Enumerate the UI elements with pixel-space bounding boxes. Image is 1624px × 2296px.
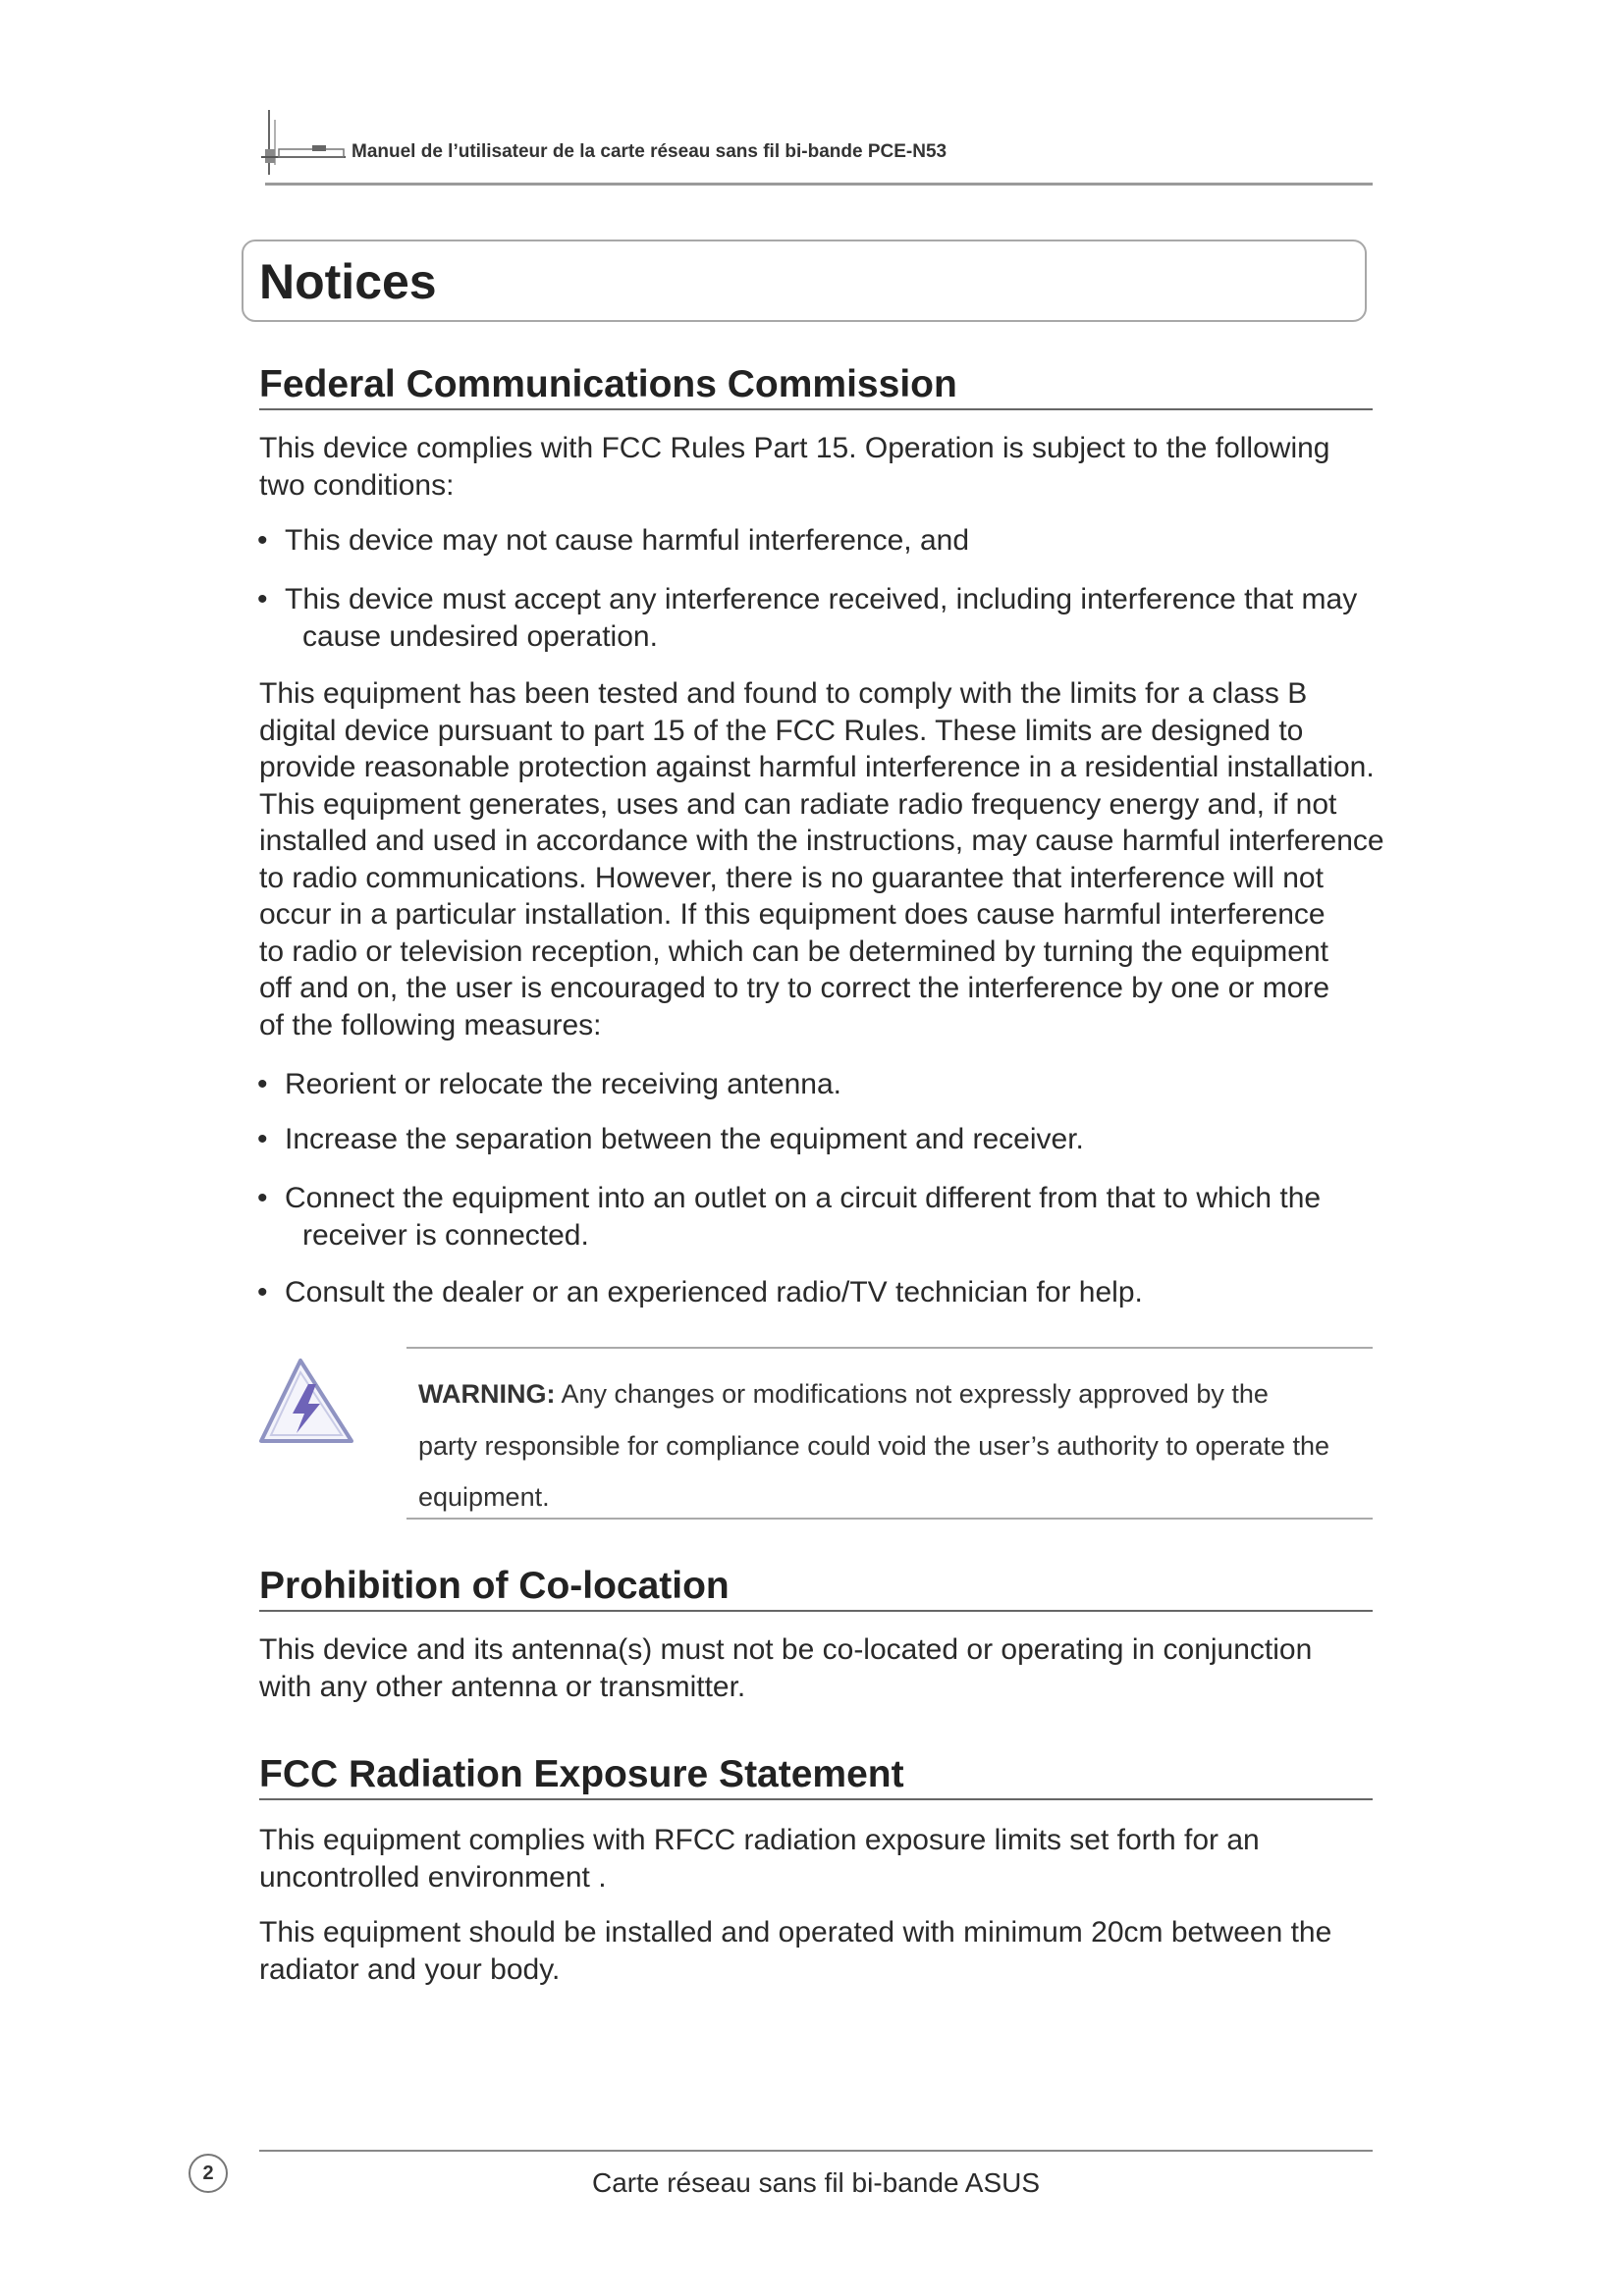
page-title: Notices	[259, 254, 437, 309]
text-line: This equipment should be installed and operated with minimum 20cm between the	[259, 1916, 1332, 1949]
warning-text	[418, 1368, 1331, 1523]
section-divider	[259, 408, 1373, 410]
list-item	[257, 522, 1396, 560]
section-title: FCC Radiation Exposure Statement	[259, 1753, 904, 1795]
text-line: digital device pursuant to part 15 of the FCC Rules. These limits are designed to	[259, 714, 1304, 747]
bullet-icon: •	[257, 1182, 268, 1214]
text-line: This device complies with FCC Rules Part 15. Operation is subject to the following	[259, 432, 1330, 464]
list-item-text: cause undesired operation.	[302, 619, 658, 653]
warning-label: WARNING:	[418, 1379, 556, 1409]
text-line: This device and its antenna(s) must not be co-located or operating in conjunction	[259, 1633, 1313, 1666]
section-divider	[259, 1610, 1373, 1612]
list-item-text: Increase the separation between the equipment and receiver.	[285, 1123, 1084, 1155]
section-title: Federal Communications Commission	[259, 363, 957, 405]
list-item-text: Connect the equipment into an outlet on a circuit different from that to which the	[285, 1182, 1322, 1214]
page-number: 2	[189, 2154, 228, 2193]
bullet-icon: •	[257, 1068, 268, 1100]
header-divider	[265, 183, 1373, 186]
radiation-text-1	[259, 1822, 1418, 1896]
text-line: party responsible for compliance could void the user’s authority to operate the	[418, 1430, 1330, 1461]
section-heading-colocation	[259, 1565, 1373, 1608]
list-item-text: Consult the dealer or an experienced radio/TV technician for help.	[285, 1276, 1143, 1308]
warning-lightning-icon	[257, 1355, 355, 1449]
wireless-card-icon	[257, 106, 348, 187]
text-line: off and on, the user is encouraged to try to correct the interference by one or more	[259, 972, 1330, 1004]
text-line: equipment.	[418, 1482, 550, 1512]
list-item-text: Reorient or relocate the receiving antenna.	[285, 1068, 842, 1100]
list-item	[257, 581, 1396, 655]
section-title: Prohibition of Co-location	[259, 1565, 730, 1607]
text-line: with any other antenna or transmitter.	[259, 1670, 746, 1703]
bullet-icon: •	[257, 583, 268, 615]
fcc-intro	[259, 430, 1418, 504]
page-header	[257, 106, 1373, 187]
text-line: two conditions:	[259, 468, 455, 502]
text-line: This equipment generates, uses and can radiate radio frequency energy and, if not	[259, 787, 1337, 821]
list-item-text: This device may not cause harmful interference, and	[285, 524, 970, 557]
text-line: This equipment complies with RFCC radiation exposure limits set forth for an	[259, 1824, 1260, 1856]
radiation-text-2	[259, 1914, 1418, 1988]
text-line: to radio or television reception, which can be determined by turning the equipment	[259, 934, 1328, 968]
warning-note	[257, 1347, 1373, 1529]
page-title-box	[242, 240, 1367, 322]
list-item-text: This device must accept any interference received, including interference that may	[285, 583, 1358, 615]
fcc-body	[259, 675, 1418, 1043]
list-item-text: receiver is connected.	[302, 1218, 589, 1252]
list-item	[257, 1121, 1396, 1158]
section-heading-radiation	[259, 1753, 1373, 1796]
text-line: Any changes or modifications not expressly approved by the	[555, 1379, 1269, 1409]
text-line: of the following measures:	[259, 1008, 602, 1041]
bullet-icon: •	[257, 1276, 268, 1308]
text-line: uncontrolled environment .	[259, 1860, 607, 1894]
text-line: occur in a particular installation. If this equipment does cause harmful interference	[259, 898, 1326, 931]
text-line: provide reasonable protection against harmful interference in a residential installation.	[259, 751, 1375, 783]
section-divider	[259, 1798, 1373, 1800]
header-title: Manuel de l’utilisateur de la carte réseau sans fil bi-bande PCE-N53	[352, 141, 947, 162]
warning-bottom-divider	[406, 1518, 1373, 1520]
colocation-text	[259, 1631, 1418, 1705]
bullet-icon: •	[257, 1123, 268, 1155]
footer-text: Carte réseau sans fil bi-bande ASUS	[591, 2167, 1041, 2198]
list-item	[257, 1066, 1396, 1103]
text-line: installed and used in accordance with the instructions, may cause harmful interference	[259, 825, 1384, 857]
list-item	[257, 1180, 1396, 1254]
warning-top-divider	[406, 1347, 1373, 1349]
list-item	[257, 1274, 1396, 1311]
text-line: radiator and your body.	[259, 1952, 561, 1986]
section-heading-fcc	[259, 363, 1373, 406]
bullet-icon: •	[257, 524, 268, 557]
text-line: to radio communications. However, there is no guarantee that interference will not	[259, 861, 1324, 894]
text-line: This equipment has been tested and found to comply with the limits for a class B	[259, 677, 1308, 710]
footer-divider	[259, 2150, 1373, 2152]
